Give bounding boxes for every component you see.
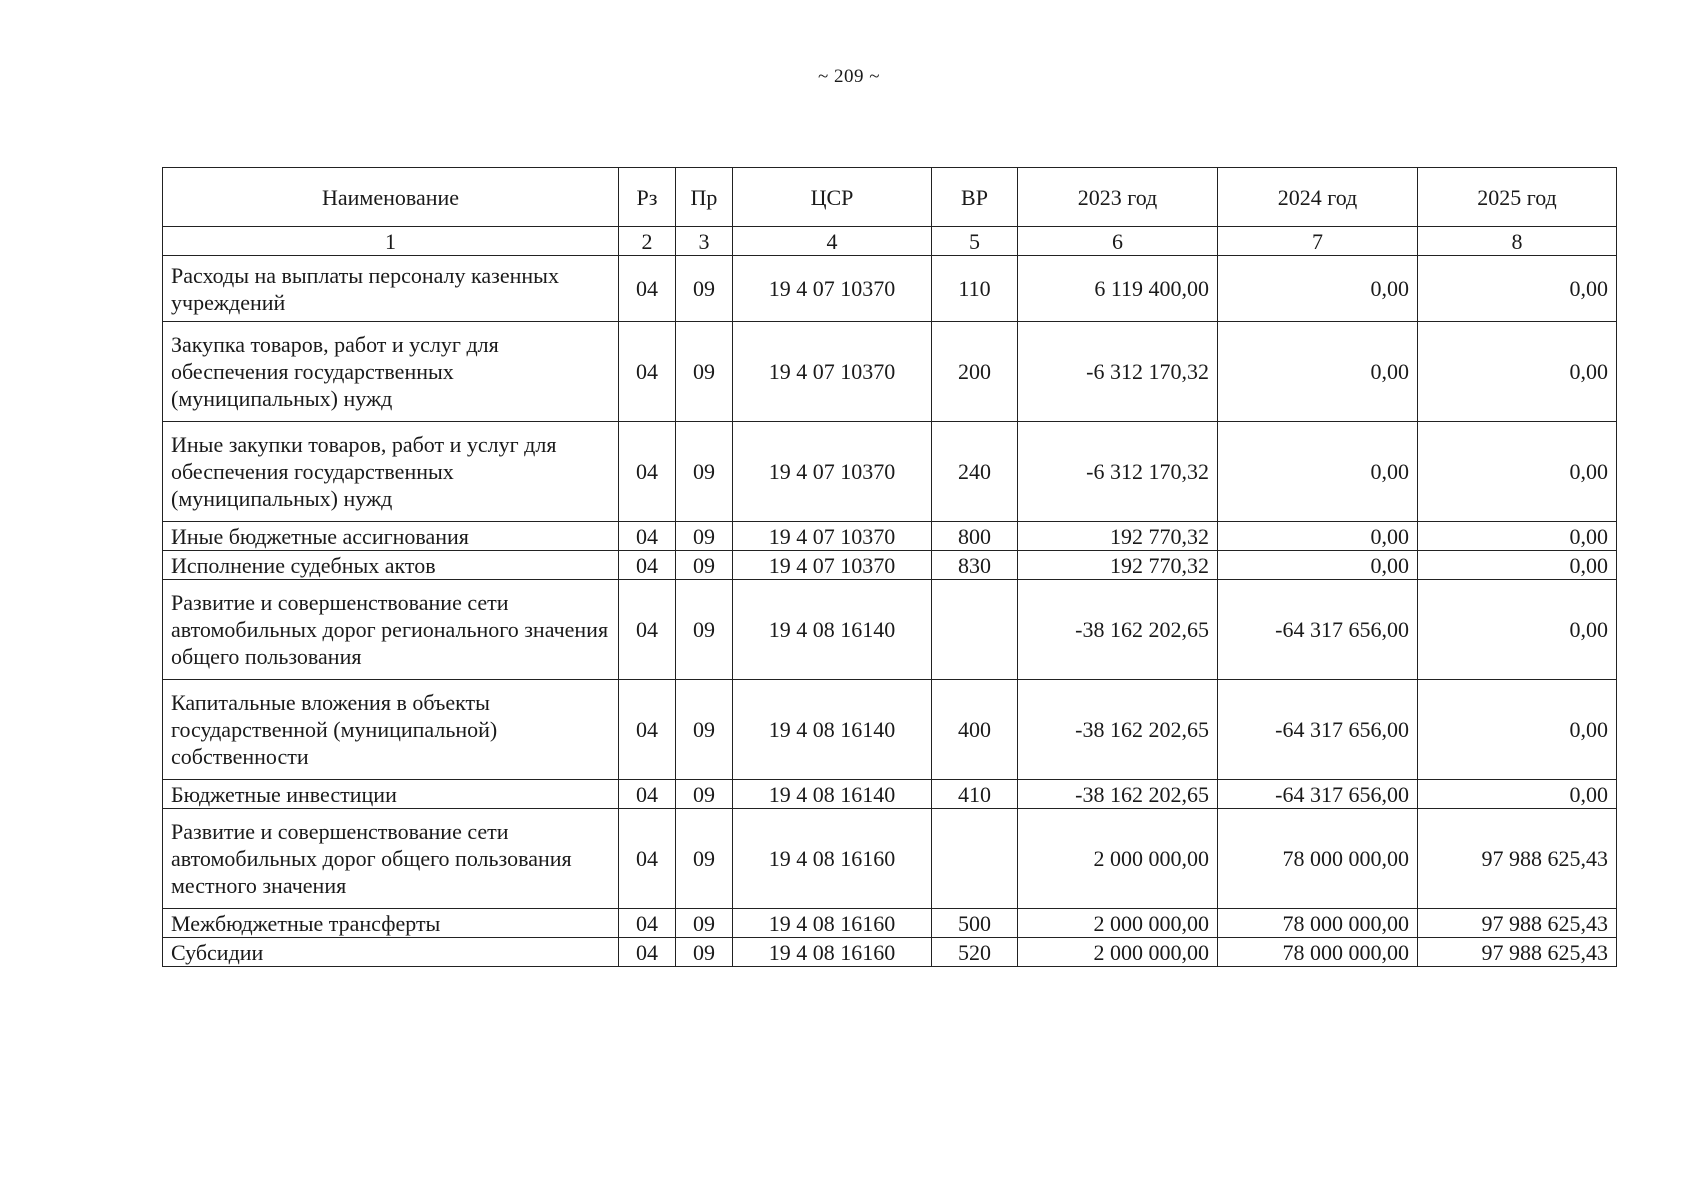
column-number: 7 xyxy=(1218,227,1418,256)
cell-csr: 19 4 08 16160 xyxy=(733,809,932,909)
cell-csr: 19 4 07 10370 xyxy=(733,322,932,422)
cell-name: Иные бюджетные ассигнования xyxy=(163,522,619,551)
cell-pr: 09 xyxy=(676,322,733,422)
cell-name: Расходы на выплаты персоналу казенных учреждений xyxy=(163,256,619,322)
cell-pr: 09 xyxy=(676,680,733,780)
cell-2023: 2 000 000,00 xyxy=(1018,809,1218,909)
cell-name: Закупка товаров, работ и услуг для обеспечения государственных (муниципальных) нужд xyxy=(163,322,619,422)
cell-vr xyxy=(932,809,1018,909)
cell-2025: 0,00 xyxy=(1418,780,1617,809)
cell-2025: 0,00 xyxy=(1418,551,1617,580)
cell-2024: 78 000 000,00 xyxy=(1218,909,1418,938)
cell-name: Исполнение судебных актов xyxy=(163,551,619,580)
header-rz: Рз xyxy=(619,168,676,227)
cell-2025: 0,00 xyxy=(1418,522,1617,551)
cell-vr: 410 xyxy=(932,780,1018,809)
cell-2024: 0,00 xyxy=(1218,522,1418,551)
cell-2023: -6 312 170,32 xyxy=(1018,322,1218,422)
cell-2025: 0,00 xyxy=(1418,322,1617,422)
table-row xyxy=(163,256,1617,322)
cell-name: Иные закупки товаров, работ и услуг для обеспечения государственных (муниципальных) нужд xyxy=(163,422,619,522)
column-number: 5 xyxy=(932,227,1018,256)
cell-2024: 0,00 xyxy=(1218,551,1418,580)
header-pr: Пр xyxy=(676,168,733,227)
column-number: 6 xyxy=(1018,227,1218,256)
cell-vr: 240 xyxy=(932,422,1018,522)
cell-csr: 19 4 07 10370 xyxy=(733,422,932,522)
column-number: 4 xyxy=(733,227,932,256)
cell-2023: 2 000 000,00 xyxy=(1018,938,1218,967)
cell-csr: 19 4 07 10370 xyxy=(733,256,932,322)
header-year-2024: 2024 год xyxy=(1218,168,1418,227)
cell-rz: 04 xyxy=(619,780,676,809)
cell-csr: 19 4 08 16160 xyxy=(733,909,932,938)
cell-2024: 0,00 xyxy=(1218,256,1418,322)
cell-csr: 19 4 08 16160 xyxy=(733,938,932,967)
cell-2024: 0,00 xyxy=(1218,422,1418,522)
cell-vr: 800 xyxy=(932,522,1018,551)
cell-2024: -64 317 656,00 xyxy=(1218,680,1418,780)
cell-csr: 19 4 08 16140 xyxy=(733,580,932,680)
cell-pr: 09 xyxy=(676,256,733,322)
cell-vr: 200 xyxy=(932,322,1018,422)
cell-2025: 97 988 625,43 xyxy=(1418,809,1617,909)
cell-csr: 19 4 08 16140 xyxy=(733,780,932,809)
cell-pr: 09 xyxy=(676,422,733,522)
cell-csr: 19 4 07 10370 xyxy=(733,551,932,580)
cell-rz: 04 xyxy=(619,256,676,322)
table-row xyxy=(163,551,1617,580)
cell-2025: 97 988 625,43 xyxy=(1418,909,1617,938)
cell-vr: 110 xyxy=(932,256,1018,322)
cell-2024: 78 000 000,00 xyxy=(1218,938,1418,967)
header-vr: ВР xyxy=(932,168,1018,227)
cell-rz: 04 xyxy=(619,522,676,551)
cell-name: Капитальные вложения в объекты государственной (муниципальной) собственности xyxy=(163,680,619,780)
table-row xyxy=(163,322,1617,422)
cell-pr: 09 xyxy=(676,780,733,809)
cell-rz: 04 xyxy=(619,580,676,680)
header-year-2025: 2025 год xyxy=(1418,168,1617,227)
column-number-row xyxy=(163,227,1617,256)
table-row xyxy=(163,522,1617,551)
cell-rz: 04 xyxy=(619,938,676,967)
cell-2025: 97 988 625,43 xyxy=(1418,938,1617,967)
cell-pr: 09 xyxy=(676,938,733,967)
cell-2025: 0,00 xyxy=(1418,422,1617,522)
page-number: ~ 209 ~ xyxy=(817,66,881,87)
cell-name: Бюджетные инвестиции xyxy=(163,780,619,809)
table-row xyxy=(163,680,1617,780)
cell-2023: -38 162 202,65 xyxy=(1018,680,1218,780)
column-number: 3 xyxy=(676,227,733,256)
cell-rz: 04 xyxy=(619,322,676,422)
cell-rz: 04 xyxy=(619,422,676,522)
cell-vr: 400 xyxy=(932,680,1018,780)
column-number: 1 xyxy=(163,227,619,256)
cell-name: Субсидии xyxy=(163,938,619,967)
table-row xyxy=(163,422,1617,522)
table-header-row xyxy=(163,168,1617,227)
column-number: 2 xyxy=(619,227,676,256)
cell-vr: 520 xyxy=(932,938,1018,967)
cell-rz: 04 xyxy=(619,551,676,580)
table-row xyxy=(163,938,1617,967)
cell-2023: 6 119 400,00 xyxy=(1018,256,1218,322)
cell-rz: 04 xyxy=(619,809,676,909)
cell-pr: 09 xyxy=(676,809,733,909)
cell-vr: 830 xyxy=(932,551,1018,580)
cell-pr: 09 xyxy=(676,522,733,551)
cell-rz: 04 xyxy=(619,909,676,938)
header-csr: ЦСР xyxy=(733,168,932,227)
cell-pr: 09 xyxy=(676,909,733,938)
cell-pr: 09 xyxy=(676,551,733,580)
cell-2025: 0,00 xyxy=(1418,680,1617,780)
cell-2023: -38 162 202,65 xyxy=(1018,780,1218,809)
header-year-2023: 2023 год xyxy=(1018,168,1218,227)
cell-2023: 2 000 000,00 xyxy=(1018,909,1218,938)
cell-2024: 0,00 xyxy=(1218,322,1418,422)
cell-csr: 19 4 08 16140 xyxy=(733,680,932,780)
cell-name: Развитие и совершенствование сети автомобильных дорог регионального значения общего пользования xyxy=(163,580,619,680)
table-row xyxy=(163,580,1617,680)
header-name: Наименование xyxy=(163,168,619,227)
table-row xyxy=(163,809,1617,909)
table-row xyxy=(163,780,1617,809)
cell-name: Развитие и совершенствование сети автомобильных дорог общего пользования местного значения xyxy=(163,809,619,909)
cell-csr: 19 4 07 10370 xyxy=(733,522,932,551)
cell-2024: -64 317 656,00 xyxy=(1218,580,1418,680)
column-number: 8 xyxy=(1418,227,1617,256)
cell-rz: 04 xyxy=(619,680,676,780)
cell-name: Межбюджетные трансферты xyxy=(163,909,619,938)
cell-2023: -6 312 170,32 xyxy=(1018,422,1218,522)
budget-table xyxy=(162,167,1617,967)
cell-2025: 0,00 xyxy=(1418,580,1617,680)
cell-2024: -64 317 656,00 xyxy=(1218,780,1418,809)
cell-2023: 192 770,32 xyxy=(1018,522,1218,551)
cell-pr: 09 xyxy=(676,580,733,680)
cell-2023: 192 770,32 xyxy=(1018,551,1218,580)
cell-vr: 500 xyxy=(932,909,1018,938)
cell-2024: 78 000 000,00 xyxy=(1218,809,1418,909)
cell-2023: -38 162 202,65 xyxy=(1018,580,1218,680)
cell-vr xyxy=(932,580,1018,680)
cell-2025: 0,00 xyxy=(1418,256,1617,322)
table-row xyxy=(163,909,1617,938)
